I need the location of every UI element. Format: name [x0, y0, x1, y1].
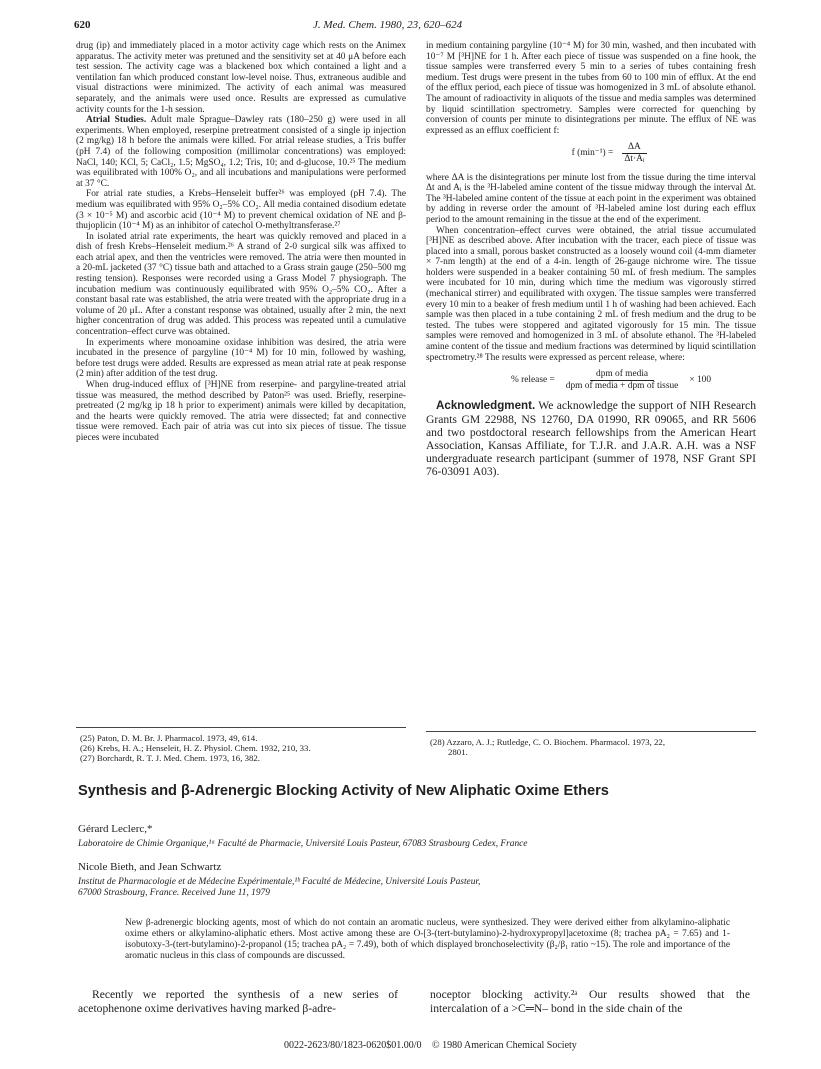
affiliation: Institut de Pharmacologie et de Médecine Expérimentale,¹ᵇ Faculté de Médecine, Université Louis Pasteur, [78, 877, 481, 887]
footnote-rule [426, 731, 756, 732]
reference-list-left [80, 733, 311, 763]
footnote-rule [76, 727, 406, 728]
ack-text: We acknowledge the support of NIH Research Grants GM 22988, NS 12760, DA 01990, RR 09065, and RR 5606 and two postdoctoral research fellowships from the American Heart Association, Kansas Affiliate, for T.J.R. and J.A.R. A.H. was a NSF undergraduate research participant (summer of 1978, NSF Grant SPI 76-03091 A03). [426, 399, 756, 479]
reference: (27) Borchardt, R. T. J. Med. Chem. 1973, 16, 382. [80, 753, 260, 763]
left-paragraph: drug (ip) and immediately placed in a motor activity cage which rests on the Animex apparatus. The activity meter was pretuned and the sensitivity set at 40 μA before each test session. The activity cage was a blackened box which contained a light and a ventilation fan which produced constant low-level noise. Thus, extraneous audible and visual distractions were minimized. The activity of each animal was measured separately, and the animals were used once. Results are expressed as cumulative activity counts for the 1-h session. [76, 41, 406, 115]
page-number: 620 [74, 19, 91, 31]
right-paragraph: in medium containing pargyline (10⁻⁴ M) for 30 min, washed, and then incubated with 10⁻⁷ M [³H]NE for 1 h. After each piece of tissue was suspended on a fine hook, the tissue samples were transferred every 5 min to a series of tubes containing fresh medium. Test drugs were present in the tubes from 60 to 100 min of efflux. At the end of the efflux period, each piece of tissue was homogenized in 3 mL of absolute ethanol. The amount of radioactivity in aliquots of the tissue and media samples was determined by liquid scintillation spectrometry. Samples were corrected for quenching by conversion of counts per minute to disintegrations per minute. The efflux of NE was expressed as an efflux coefficient f: [426, 41, 756, 136]
right-paragraph: where ΔA is the disintegrations per minute lost from the tissue during the time interval Δt and Aᵢ is the ³H-labeled amine content of the tissue midway through the interval Δt. The ³H-labeled amine content of the tissue at each point in the experiment was obtained by adding in reverse order the amount of ³H-labeled amine lost during each efflux period to the amount remaining in the tissue at the end of the experiment. [426, 172, 756, 225]
formula-rhs: × 100 [689, 375, 712, 386]
author-name: Gérard Leclerc,* [78, 823, 153, 835]
abstract: New β-adrenergic blocking agents, most of which do not contain an aromatic nucleus, were synthesized. They were derived either from alkylamino-aliphatic oxime ethers or alkylamino-aliphatic ethers. Most active among these are O-[3-(tert-butylamino)-2-hydroxypropyl]acetoxime (8; trachea pA₂ = 7.65) and 1-isobutoxy-3-(tert-butylamino)-2-propanol (15; trachea pA₂ = 7.49), both of which displayed bronchoselectivity (β₂/β₁ ratio ~15). The role and importance of the aromatic nucleus in this class of compounds are discussed. [125, 918, 730, 961]
paragraph-text: Adult male Sprague–Dawley rats (180–250 g) were used in all experiments. When employed, reserpine pretreatment consisted of a single ip injection (2 mg/kg) 18 h before the animals were killed. For atrial release studies, a Tris buffer (pH 7.4) of the following composition (millimolar concentrations) was employed: NaCl, 140; KCl, 5; CaCl₂, 1.5; MgSO₄, 1.2; Tris, 10; and d-glucose, 10.²⁵ The medium was equilibrated with 100% O₂, and all incubations and manipulations were performed at 37 °C. [76, 115, 406, 189]
formula-numerator: dpm of media [590, 369, 654, 381]
left-paragraph: In experiments where monoamine oxidase inhibition was desired, the atria were incubated in the presence of pargyline (10⁻⁴ M) for 10 min, followed by washing, before test drugs were added. Results are expressed as mean atrial rate at peak response (2 min) after addition of the test drug. [76, 337, 406, 380]
formula-numerator: ΔA [622, 142, 647, 154]
reference-list-right [430, 737, 665, 757]
author-names: Nicole Bieth, and Jean Schwartz [78, 861, 222, 873]
intro-right: noceptor blocking activity.²ᵃ Our results showed that the intercalation of a >C═N– bond in the side chain of the [430, 988, 750, 1015]
formula-denominator: Δt·Aᵢ [624, 153, 645, 164]
article-title: Synthesis and β-Adrenergic Blocking Activity of New Aliphatic Oxime Ethers [78, 783, 609, 799]
left-paragraph [76, 115, 406, 189]
section-heading: Atrial Studies. [86, 115, 147, 126]
reference: (26) Krebs, H. A.; Henseleit, H. Z. Physiol. Chem. 1932, 210, 33. [80, 743, 311, 753]
intro-left: Recently we reported the synthesis of a new series of acetophenone oxime derivatives having marked β-adre- [78, 988, 398, 1015]
journal-citation: J. Med. Chem. 1980, 23, 620–624 [313, 19, 463, 31]
release-formula [466, 369, 756, 391]
affiliation-received: 67000 Strasbourg, France. Received June 11, 1979 [78, 888, 270, 898]
left-paragraph: When drug-induced efflux of [³H]NE from reserpine- and pargyline-treated atrial tissue was measured, the method described by Paton²⁵ was used. Briefly, reserpine-pretreated (2 mg/kg ip 18 h prior to experiment) animals were killed by decapitation, and the hearts were quickly removed. The atria were dissected; fat and connective tissue were removed. Each pair of atria was cut into six pieces of tissue. The tissue pieces were incubated [76, 380, 406, 443]
page-footer [280, 1040, 581, 1051]
left-paragraph: In isolated atrial rate experiments, the heart was quickly removed and placed in a dish of fresh Krebs–Henseleit medium.²⁶ A strand of 2-0 surgical silk was affixed to each atrial apex, and then the ventricles were removed. The atria were then mounted in a 20-mL jacketed (37 °C) tissue bath and attached to a Grass strain gauge (250–500 mg resting tension). Responses were recorded using a Grass Model 7 physiograph. The incubation medium was continuously equilibrated with 95% O₂–5% CO₂. After a constant basal rate was established, the atria were treated with the appropriate drug in a volume of 20 μL. After a constant response was obtained, usually after 2 min, the next higher concentration of drug was added. This process was repeated until a cumulative concentration–effect curve was obtained. [76, 231, 406, 338]
reference: (25) Paton, D. M. Br. J. Pharmacol. 1973, 49, 614. [80, 733, 258, 743]
left-column [76, 41, 406, 444]
formula-fraction [618, 142, 650, 164]
formula-lhs: % release = [510, 375, 555, 386]
copyright: © 1980 American Chemical Society [432, 1040, 577, 1051]
reference: (28) Azzaro, A. J.; Rutledge, C. O. Biochem. Pharmacol. 1973, 22, [430, 737, 666, 747]
left-paragraph: For atrial rate studies, a Krebs–Henseleit buffer²⁶ was employed (pH 7.4). The medium was equilibrated with 95% O₂–5% CO₂. All media contained disodium edetate (3 × 10⁻⁵ M) and ascorbic acid (10⁻⁴ M) to prevent chemical oxidation of NE and β-thujoplicin (10⁻⁴ M) as an inhibitor of catechol O-methyltransferase.²⁷ [76, 189, 406, 232]
article-code: 0022-2623/80/1823-0620$01.00/0 [284, 1040, 422, 1051]
efflux-formula [466, 142, 756, 164]
formula-lhs: f (min⁻¹) = [571, 148, 614, 159]
formula-denominator: dpm of media + dpm of tissue [565, 380, 679, 391]
right-column [426, 41, 756, 479]
formula-fraction [560, 369, 685, 391]
right-paragraph: When concentration–effect curves were obtained, the atrial tissue accumulated [³H]NE as described above. After incubation with the tracer, each piece of tissue was placed into a small, porous basket constructed as a loosely wound coil (4-mm diameter × 7-nm length) at the end of a 4-in. length of 26-gauge nichrome wire. The tissue holders were suspended in a beaker containing 50 mL of fresh medium. The samples were incubated for 10 min, during which time the medium was vigorously stirred (mechanical stirrer) and equilibrated with oxygen. The tissue samples were transferred every 10 min to a beaker of fresh medium until 1 h of washing had been achieved. Each sample was then placed in a tube containing 2 mL of fresh medium and the drug to be tested. The tubes were stoppered and agitated vigorously for 15 min. The tissue samples were removed and homogenized in 3 mL of absolute ethanol. The ³H-labeled amine content of the tissue and medium fractions was determined by liquid scintillation spectrometry.²⁸ The results were expressed as percent release, where: [426, 225, 756, 363]
acknowledgment [426, 399, 756, 478]
ack-heading: Acknowledgment. [436, 399, 536, 413]
reference-continuation: 2801. [448, 747, 468, 757]
affiliation: Laboratoire de Chimie Organique,¹ᵃ Faculté de Pharmacie, Université Louis Pasteur, 67083 Strasbourg Cedex, France [78, 839, 528, 849]
